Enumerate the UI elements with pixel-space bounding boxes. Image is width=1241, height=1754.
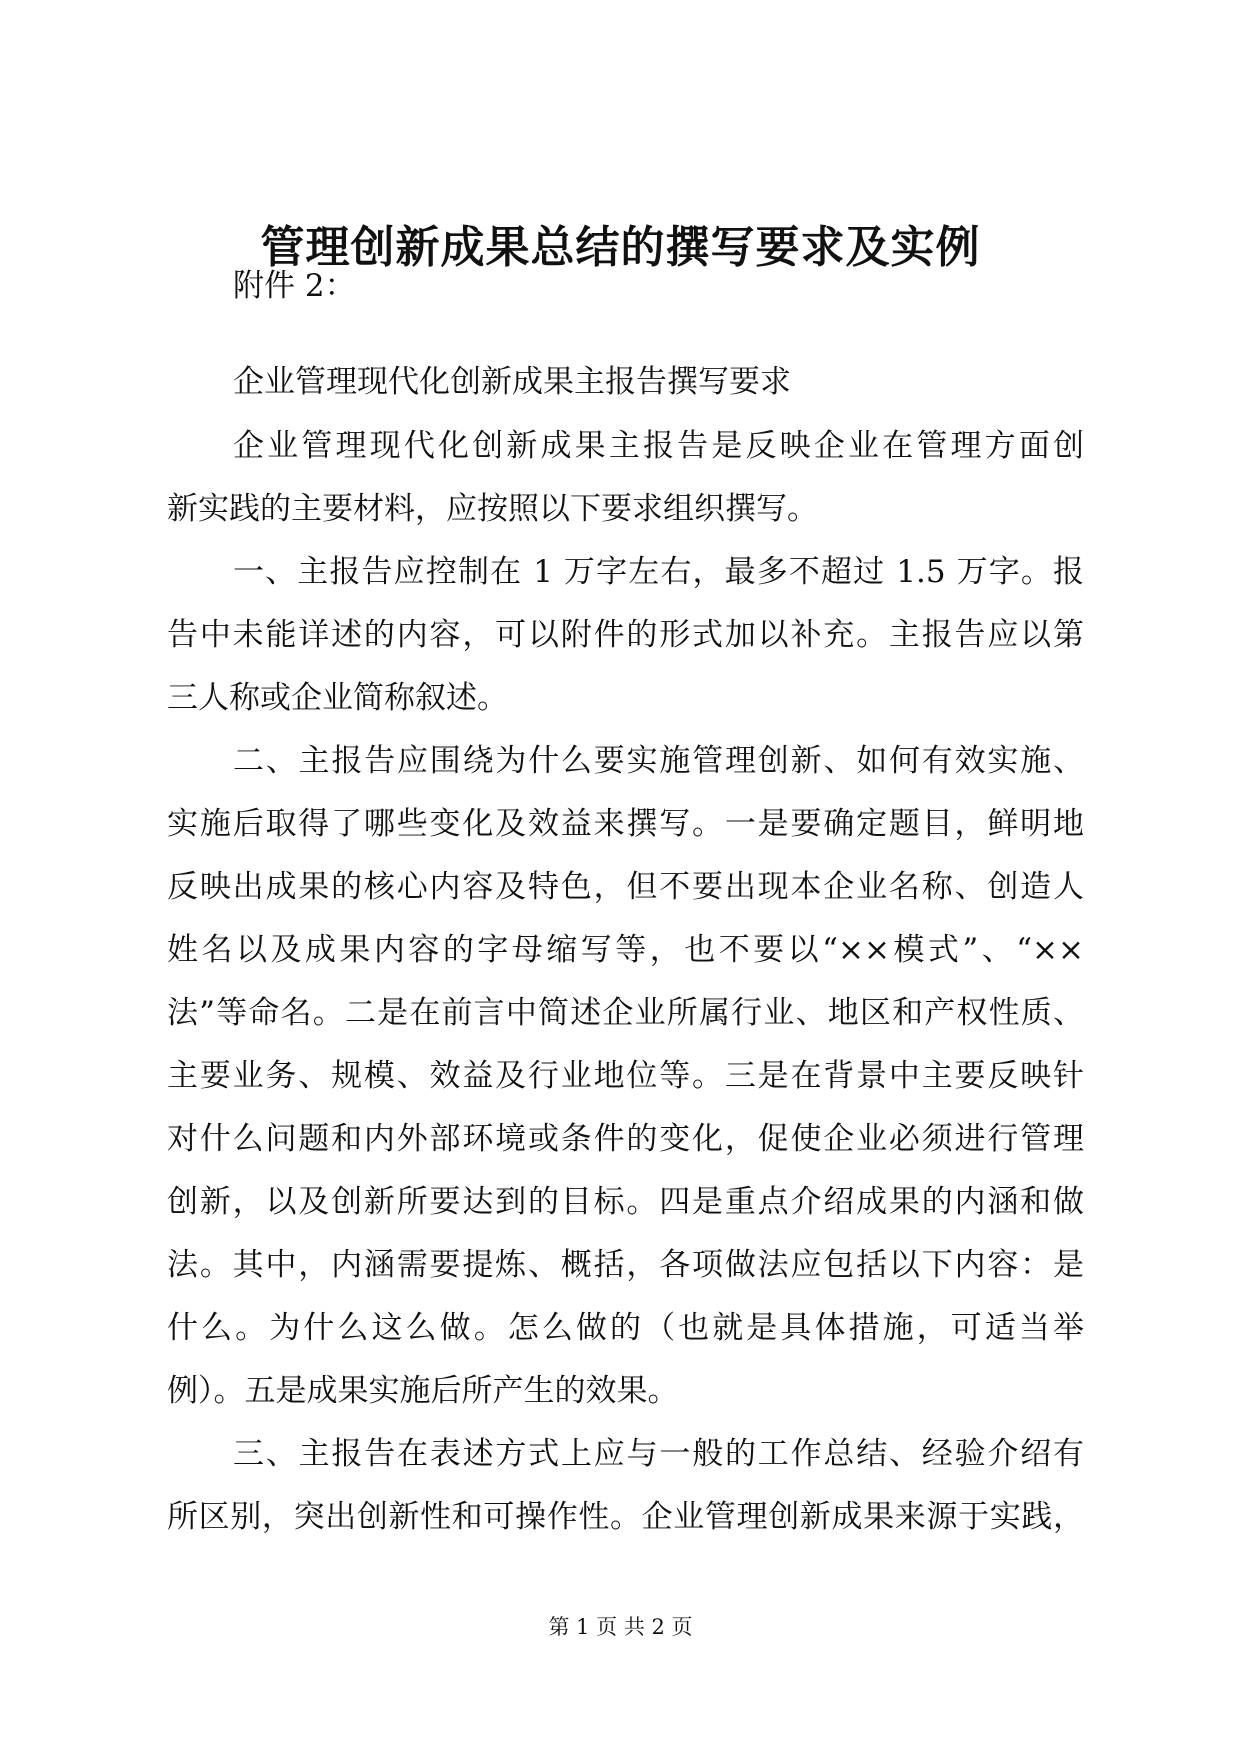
paragraph-line: 什么。为什么这么做。怎么做的（也就是具体措施，可适当举: [167, 1310, 1084, 1346]
paragraph-line: 主要业务、规模、效益及行业地位等。三是在背景中主要反映针: [167, 1058, 1084, 1094]
paragraph-line: 三人称或企业简称叙述。: [167, 680, 508, 716]
paragraph-line: 告中未能详述的内容，可以附件的形式加以补充。主报告应以第: [167, 617, 1084, 653]
paragraph-line: 姓名以及成果内容的字母缩写等，也不要以“××模式”、“××: [167, 932, 1084, 968]
paragraph-line: 一、主报告应控制在 1 万字左右，最多不超过 1.5 万字。报: [233, 554, 1084, 590]
paragraph-line: 二、主报告应围绕为什么要实施管理创新、如何有效实施、: [233, 743, 1084, 779]
page-footer: 第 1 页 共 2 页: [548, 1615, 693, 1639]
paragraph-line: 例）。五是成果实施后所产生的效果。: [167, 1373, 679, 1409]
paragraph-line: 实施后取得了哪些变化及效益来撰写。一是要确定题目，鲜明地: [167, 806, 1084, 842]
paragraph-line: 所区别，突出创新性和可操作性。企业管理创新成果来源于实践，: [167, 1499, 1084, 1535]
paragraph-line: 法。其中，内涵需要提炼、概括，各项做法应包括以下内容：是: [167, 1247, 1084, 1283]
section-heading: 企业管理现代化创新成果主报告撰写要求: [233, 364, 791, 400]
paragraph-line: 创新，以及创新所要达到的目标。四是重点介绍成果的内涵和做: [167, 1184, 1084, 1220]
paragraph-line: 新实践的主要材料，应按照以下要求组织撰写。: [167, 491, 818, 527]
attachment-label: 附件 2：: [233, 268, 356, 304]
paragraph-line: 企业管理现代化创新成果主报告是反映企业在管理方面创: [233, 428, 1084, 464]
paragraph-line: 法”等命名。二是在前言中简述企业所属行业、地区和产权性质、: [167, 995, 1084, 1031]
paragraph-line: 三、主报告在表述方式上应与一般的工作总结、经验介绍有: [233, 1436, 1084, 1472]
paragraph-line: 反映出成果的核心内容及特色，但不要出现本企业名称、创造人: [167, 869, 1084, 905]
paragraph-line: 对什么问题和内外部环境或条件的变化，促使企业必须进行管理: [167, 1121, 1084, 1157]
document-title: 管理创新成果总结的撰写要求及实例: [260, 222, 981, 273]
